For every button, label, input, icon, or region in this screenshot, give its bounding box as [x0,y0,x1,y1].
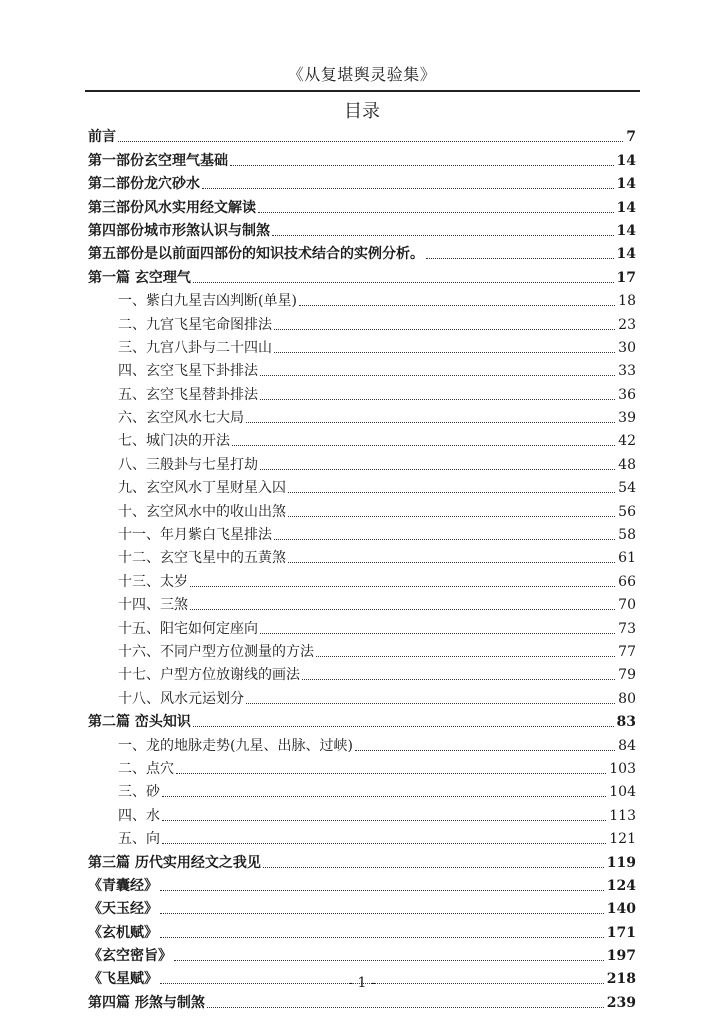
toc-entry-page: 77 [618,643,636,660]
toc-entry-page: 171 [606,924,636,941]
toc-entry [88,264,636,287]
toc-entry-label: 第二部份龙穴砂水 [88,176,200,193]
dot-leader [272,235,614,236]
toc-entry-page: 103 [609,760,636,777]
toc-entry-page: 14 [616,246,636,263]
toc-entry-label: 三、砂 [118,784,160,801]
toc-entry [88,568,636,591]
toc-entry-page: 7 [626,129,636,146]
toc-entry [88,498,636,521]
dot-leader [193,282,614,283]
toc-entry-page: 54 [618,480,636,497]
toc-entry-page: 61 [618,550,636,567]
toc-entry-page: 33 [618,363,636,380]
toc-entry [88,428,636,451]
toc-entry [88,381,636,404]
toc-entry [88,639,636,662]
toc-entry-page: 140 [606,901,636,918]
toc-entry-label: 《玄机赋》 [88,924,158,941]
dot-leader [162,820,606,821]
toc-entry-page: 36 [618,386,636,403]
dot-leader [355,750,615,751]
toc-entry-label: 十、玄空风水中的收山出煞 [118,503,286,520]
dot-leader [426,258,614,259]
dot-leader [190,609,615,610]
toc-entry-label: 《天玉经》 [88,901,158,918]
toc-entry-label: 十三、太岁 [118,573,188,590]
toc-entry-label: 十二、玄空飞星中的五黄煞 [118,550,286,567]
dot-leader [232,445,615,446]
dot-leader [246,422,615,423]
toc-entry-label: 五、玄空飞星替卦排法 [118,386,258,403]
dot-leader [160,890,604,891]
toc-entry-label: 五、向 [118,831,160,848]
toc-entry [88,451,636,474]
toc-entry [88,989,636,1012]
toc-entry-page: 17 [616,269,636,286]
toc-entry-page: 73 [618,620,636,637]
dot-leader [263,867,604,868]
toc-entry [88,545,636,568]
toc-entry-page: 39 [618,410,636,427]
toc-entry-page: 124 [606,877,636,894]
toc-entry-label: 《青囊经》 [88,877,158,894]
toc-entry-label: 第一篇 玄空理气 [88,269,191,286]
dot-leader [176,773,606,774]
dot-leader [299,305,615,306]
toc-entry-page: 14 [616,222,636,239]
toc-entry-page: 239 [606,994,636,1011]
toc-entry-label: 一、紫白九星吉凶判断(单星) [118,293,297,310]
dot-leader [190,586,615,587]
toc-entry [88,241,636,264]
dot-leader [162,843,606,844]
toc-entry-label: 四、水 [118,807,160,824]
dot-leader [193,726,614,727]
header-divider [85,90,640,92]
toc-entry-page: 197 [606,948,636,965]
page-number: - 1 - [348,975,376,991]
dot-leader [202,188,614,189]
toc-entry-label: 第二篇 峦头知识 [88,714,191,731]
dot-leader [316,656,615,657]
toc-entry [88,756,636,779]
dot-leader [258,212,614,213]
toc-entry-label: 第三部份风水实用经文解读 [88,199,256,216]
toc-entry [88,522,636,545]
dot-leader [160,913,604,914]
toc-entry [88,405,636,428]
toc-entry-label: 第五部份是以前面四部份的知识技术结合的实例分析。 [88,246,424,263]
toc-entry [88,662,636,685]
toc-entry-page: 119 [606,854,636,871]
toc-entry-label: 第三篇 历代实用经文之我见 [88,854,261,871]
dot-leader [288,562,615,563]
toc-entry [88,171,636,194]
toc-entry [88,943,636,966]
dot-leader [260,375,615,376]
toc-entry [88,896,636,919]
dot-leader [288,516,615,517]
dot-leader [162,796,606,797]
dot-leader [260,399,615,400]
toc-entry-label: 十五、阳宅如何定座向 [118,620,258,637]
toc-entry-page: 66 [618,573,636,590]
toc-entry [88,592,636,615]
toc-entry [88,779,636,802]
toc-entry [88,218,636,241]
toc-entry-label: 十七、户型方位放谢线的画法 [118,667,300,684]
toc-entry-page: 80 [618,690,636,707]
toc-entry-page: 121 [609,831,636,848]
toc-entry-label: 前言 [88,129,116,146]
toc-entry-page: 56 [618,503,636,520]
toc-entry-page: 14 [616,176,636,193]
dot-leader [230,165,614,166]
toc-entry [88,311,636,334]
toc-entry [88,147,636,170]
toc-entry-label: 六、玄空风水七大局 [118,410,244,427]
toc-entry-label: 九、玄空风水丁星财星入囚 [118,480,286,497]
toc-entry-label: 二、九宫飞星宅命图排法 [118,316,272,333]
toc-entry-label: 一、龙的地脉走势(九星、出脉、过峡) [118,737,353,754]
toc-entry-page: 14 [616,199,636,216]
toc-entry-label: 第四篇 形煞与制煞 [88,994,205,1011]
toc-entry [88,709,636,732]
toc-entry-label: 二、点穴 [118,760,174,777]
toc-entry-label: 七、城门决的开法 [118,433,230,450]
toc-entry-label: 四、玄空飞星下卦排法 [118,363,258,380]
dot-leader [174,960,604,961]
dot-leader [302,679,615,680]
toc-entry-page: 58 [618,527,636,544]
table-of-contents [88,124,636,1013]
toc-entry [88,194,636,217]
toc-entry-page: 83 [616,714,636,731]
toc-entry-label: 十八、风水元运划分 [118,690,244,707]
toc-entry [88,802,636,825]
toc-entry-label: 第四部份城市形煞认识与制煞 [88,222,270,239]
dot-leader [260,469,615,470]
toc-entry-label: 第一部份玄空理气基础 [88,152,228,169]
toc-entry-page: 104 [609,784,636,801]
toc-entry-label: 《飞星赋》 [88,971,158,988]
toc-entry-page: 18 [618,293,636,310]
toc-entry-page: 84 [618,737,636,754]
toc-entry-label: 八、三般卦与七星打劫 [118,456,258,473]
dot-leader [274,539,615,540]
toc-entry [88,732,636,755]
toc-entry [88,826,636,849]
toc-entry [88,335,636,358]
toc-entry-label: 十一、年月紫白飞星排法 [118,527,272,544]
toc-entry-page: 79 [618,667,636,684]
dot-leader [118,141,623,142]
toc-entry [88,849,636,872]
toc-entry-page: 70 [618,597,636,614]
toc-entry-page: 218 [606,971,636,988]
toc-entry-page: 113 [609,807,636,824]
toc-entry-label: 十六、不同户型方位测量的方法 [118,643,314,660]
toc-entry-page: 42 [618,433,636,450]
toc-entry-page: 48 [618,456,636,473]
toc-entry-label: 《玄空密旨》 [88,948,172,965]
dot-leader [274,352,615,353]
book-title-header: 《从复堪舆灵验集》 [287,65,437,84]
toc-entry-label: 三、九宫八卦与二十四山 [118,339,272,356]
toc-entry-page: 14 [616,152,636,169]
toc-entry [88,919,636,942]
toc-entry [88,475,636,498]
dot-leader [288,492,615,493]
toc-entry-page: 23 [618,316,636,333]
dot-leader [246,703,615,704]
dot-leader [207,1007,604,1008]
toc-entry [88,685,636,708]
toc-entry [88,615,636,638]
dot-leader [260,633,615,634]
dot-leader [274,329,615,330]
toc-entry [88,288,636,311]
toc-entry [88,873,636,896]
dot-leader [160,937,604,938]
toc-title: 目录 [344,101,380,122]
toc-entry-page: 30 [618,339,636,356]
toc-entry [88,358,636,381]
toc-entry [88,124,636,147]
toc-entry-label: 十四、三煞 [118,597,188,614]
